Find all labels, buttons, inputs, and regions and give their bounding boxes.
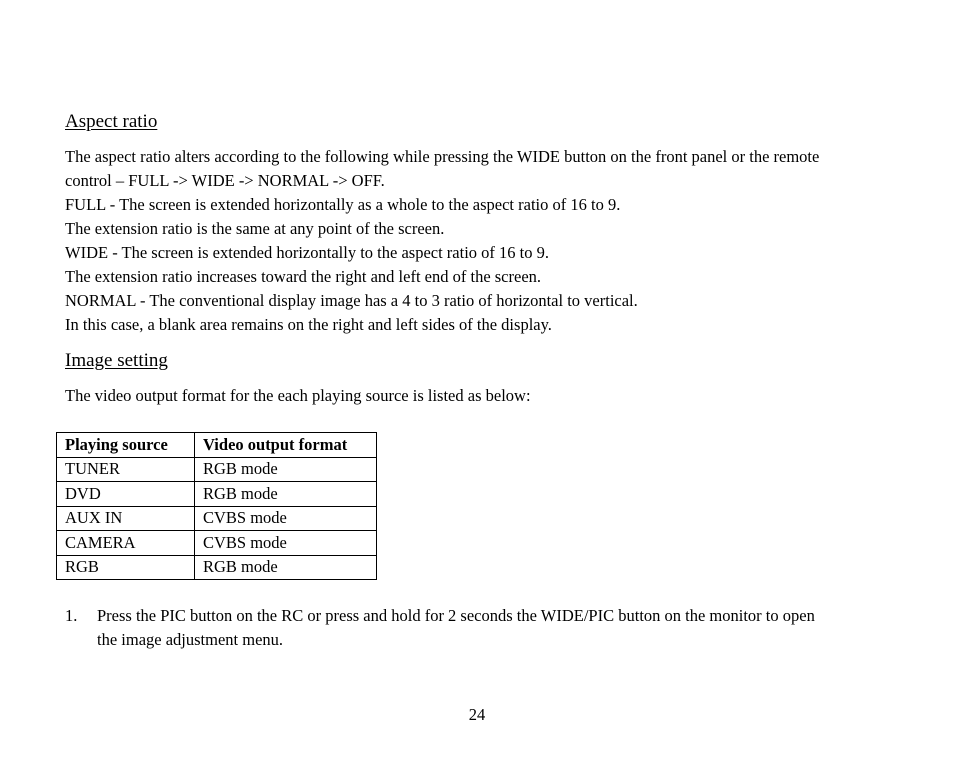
aspect-ratio-body [65,145,895,337]
table-cell-source: DVD [57,482,195,507]
table-header-row [57,433,377,458]
body-line: The extension ratio increases toward the right and left end of the screen. [65,267,542,286]
table-cell-format: RGB mode [195,482,377,507]
table-cell-source: RGB [57,555,195,580]
body-line: The extension ratio is the same at any point of the screen. [65,219,445,238]
table-cell-format: CVBS mode [195,506,377,531]
body-line: The aspect ratio alters according to the following while pressing the WIDE button on the front panel or the remote [65,147,820,166]
table-row [57,457,377,482]
table-row [57,506,377,531]
table-cell-source: AUX IN [57,506,195,531]
body-line: FULL - The screen is extended horizontally as a whole to the aspect ratio of 16 to 9. [65,195,621,214]
body-line: In this case, a blank area remains on the right and left sides of the display. [65,315,552,334]
table-cell-format: RGB mode [195,457,377,482]
table-cell-format: RGB mode [195,555,377,580]
list-item-line: Press the PIC button on the RC or press and hold for 2 seconds the WIDE/PIC button on the monitor to open [97,606,815,625]
body-line: WIDE - The screen is extended horizontally to the aspect ratio of 16 to 9. [65,243,549,262]
table-cell-source: TUNER [57,457,195,482]
table-row [57,555,377,580]
table-cell-source: CAMERA [57,531,195,556]
table-cell-format: CVBS mode [195,531,377,556]
body-line: NORMAL - The conventional display image has a 4 to 3 ratio of horizontal to vertical. [65,291,638,310]
list-item-line: the image adjustment menu. [97,630,284,649]
page-number: 24 [468,705,486,724]
image-setting-intro: The video output format for the each playing source is listed as below: [65,386,531,405]
image-setting-heading: Image setting [65,350,168,371]
list-item [97,604,897,652]
table-header-cell: Video output format [195,433,377,458]
aspect-ratio-heading: Aspect ratio [65,111,158,132]
table-row [57,531,377,556]
table-header-cell: Playing source [57,433,195,458]
body-line: control – FULL -> WIDE -> NORMAL -> OFF. [65,171,385,190]
table-row [57,482,377,507]
video-output-table [56,432,377,580]
list-item-number: 1. [65,606,78,625]
